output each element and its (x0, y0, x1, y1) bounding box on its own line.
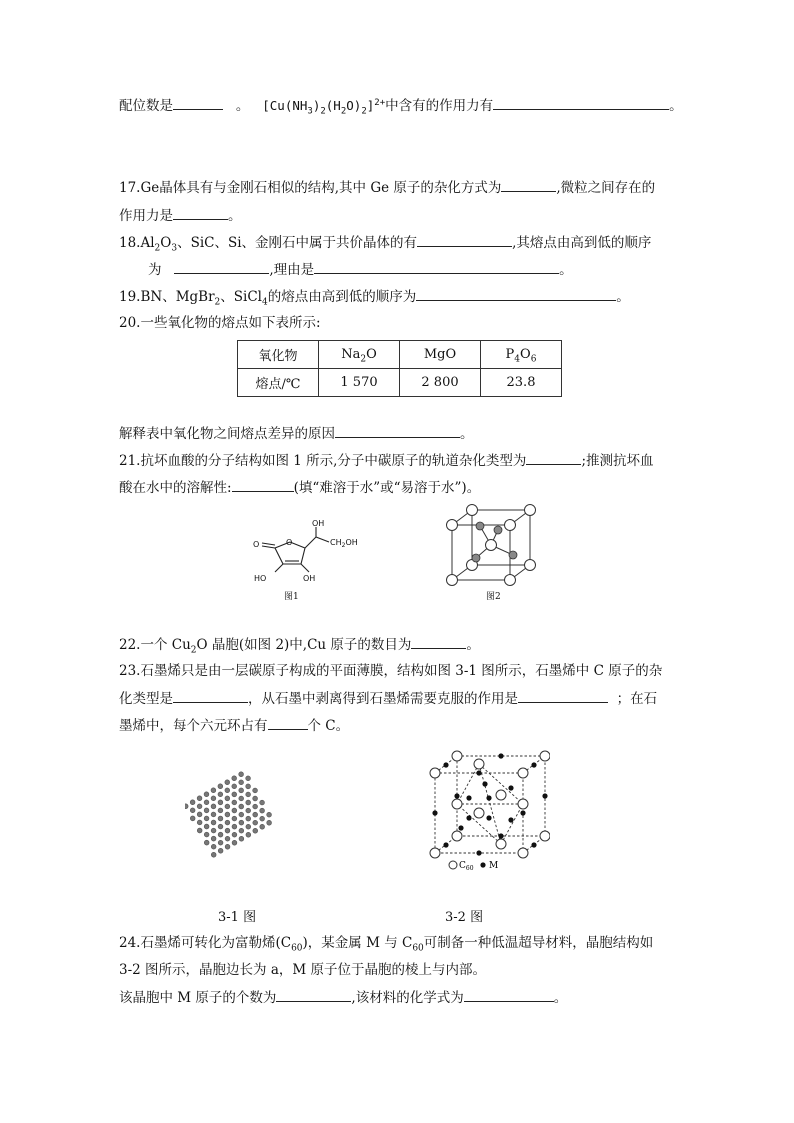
fulleride-unit-cell (425, 748, 550, 873)
structure-label: CH (330, 538, 342, 547)
q18-line1: $18.Al_2O_3$、SiC、Si、金刚石中属于共价晶体的有 ,其熔点由高到低的顺序 (119, 232, 651, 253)
answer-blank[interactable] (464, 987, 554, 1002)
q21-line2: 酸在水中的溶解性: (填“难溶于水”或“易溶于水”)。 (119, 477, 480, 498)
graphene-figure (185, 765, 275, 860)
structure-label: O (253, 540, 260, 549)
answer-blank[interactable] (411, 634, 466, 649)
answer-blank[interactable] (173, 95, 223, 110)
answer-blank[interactable] (173, 688, 248, 703)
structure-label: OH (312, 519, 325, 528)
answer-blank[interactable] (335, 423, 460, 438)
answer-blank[interactable] (501, 177, 556, 192)
oxide-table (237, 340, 562, 397)
q23-line3: 墨烯中，每个六元环占有 个 C。 (119, 715, 349, 736)
structure-label: O (286, 538, 293, 547)
q21-line1: 21.抗坏血酸的分子结构如图 1 所示,分子中碳原子的轨道杂化类型为 ;推测抗坏血 (119, 450, 654, 471)
q20-intro: 20.一些氧化物的熔点如下表所示: (119, 315, 321, 331)
q23-line1: 23.石墨烯只是由一层碳原子构成的平面薄膜，结构如图 3-1 图所示，石墨烯中 C 原子的杂 (119, 663, 663, 679)
svg-text:M: M (489, 861, 499, 871)
answer-blank[interactable] (518, 688, 608, 703)
answer-blank[interactable] (493, 95, 669, 110)
answer-blank[interactable] (417, 232, 512, 247)
figure-caption: 图2 (486, 592, 501, 602)
table-row: 氧化物 $Na_2O$ MgO $P_4O_6$ (238, 341, 562, 369)
svg-text:CH2OH: $CH_2OH$ (330, 538, 358, 549)
answer-blank[interactable] (416, 286, 616, 301)
q24-line2: 3-2 图所示，晶胞边长为 a，M 原子位于晶胞的棱上与内部。 (119, 962, 486, 978)
q20-explain: 解释表中氧化物之间熔点差异的原因 。 (119, 423, 474, 444)
answer-blank[interactable] (268, 715, 308, 730)
q18-line2: 为 ,理由是 。 (148, 259, 573, 280)
table-row: 熔点/℃ 1 570 2 800 23.8 (238, 369, 562, 397)
q19-line: 19.BN、MgBr$_2$、SiCl$_4$的熔点由高到低的顺序为 。 (119, 286, 630, 307)
q22-line: 22.一个 $Cu_2O$ 晶胞(如图 2)中,Cu 原子的数目为 。 (119, 634, 480, 655)
answer-blank[interactable] (314, 259, 559, 274)
structure-label: HO (254, 574, 267, 583)
answer-blank[interactable] (232, 477, 294, 492)
answer-blank[interactable] (526, 450, 581, 465)
answer-blank[interactable] (173, 205, 228, 220)
ascorbic-acid-structure (248, 518, 368, 588)
q23-line2: 化类型是 ，从石墨中剥离得到石墨烯需要克服的作用是 ；在石 (119, 688, 657, 709)
figure-caption: 3-1 图 (218, 910, 257, 925)
figure-caption: 3-2 图 (445, 910, 484, 925)
q16-line: 配位数是 。 $[Cu(NH_3)_2(H_2O)_2]^{2+}$中含有的作用力有 。 (119, 95, 683, 116)
cu2o-unit-cell (440, 500, 545, 590)
q24-line1: 24.石墨烯可转化为富勒烯$(C_{60})$，某金属 M 与 $C_{60}$可制备一种低温超导材料，晶胞结构如 (119, 935, 654, 954)
structure-label: OH (345, 538, 358, 547)
q17-line1: 17.Ge晶体具有与金刚石相似的结构,其中 Ge 原子的杂化方式为 ,微粒之间存在的 (119, 177, 655, 198)
svg-text:C60: $C_{60}$ (459, 861, 474, 872)
answer-blank[interactable] (276, 987, 351, 1002)
structure-label: OH (303, 574, 316, 583)
figure-caption: 图1 (284, 592, 299, 602)
q24-line3: 该晶胞中 M 原子的个数为 ,该材料的化学式为 。 (119, 987, 567, 1008)
q17-line2: 作用力是 。 (119, 205, 242, 226)
answer-blank[interactable] (174, 259, 269, 274)
fig32-legend (448, 858, 508, 872)
